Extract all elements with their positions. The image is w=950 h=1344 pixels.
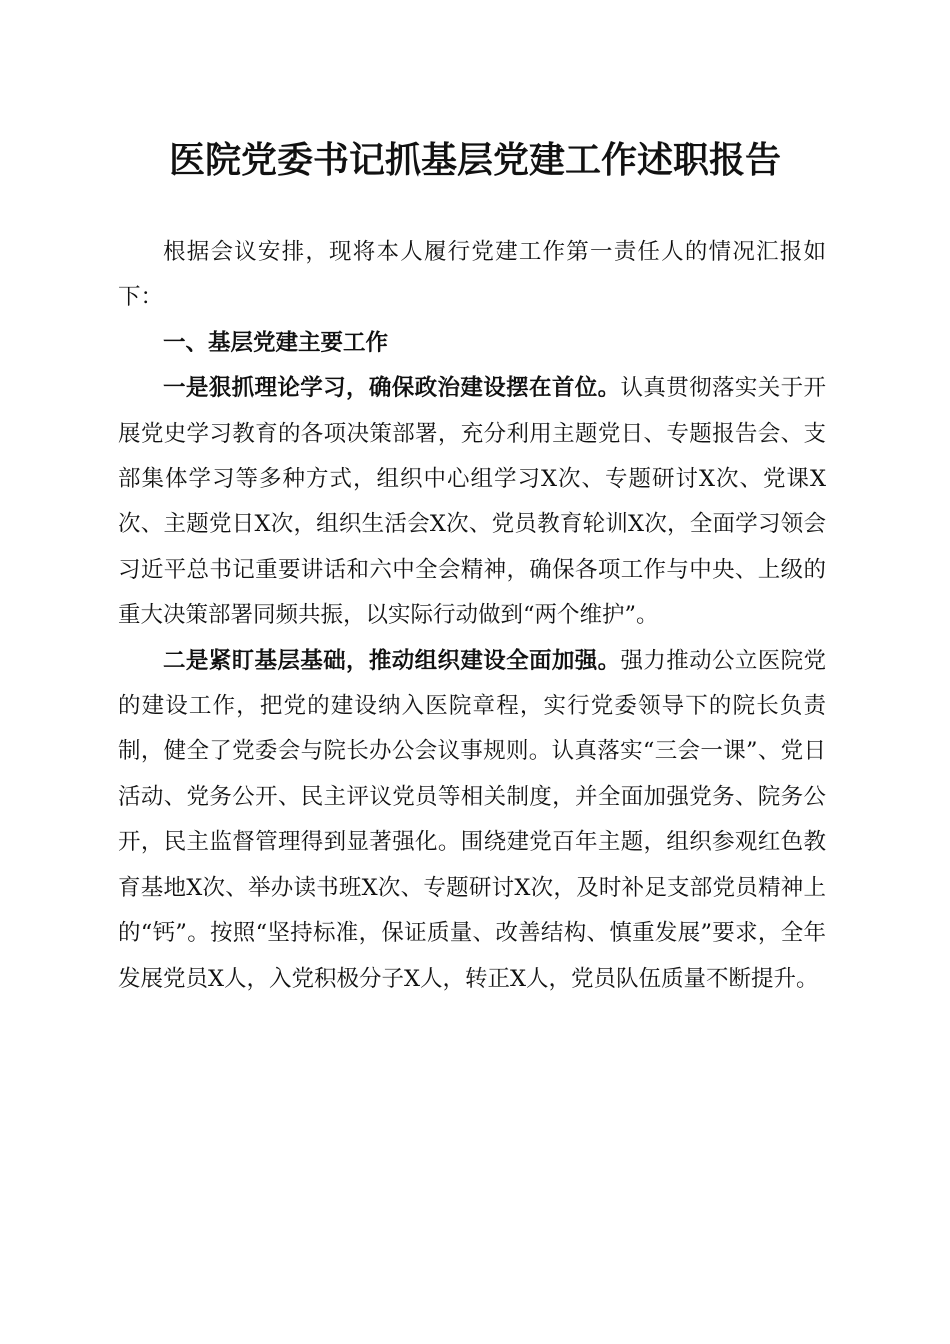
document-title: 医院党委书记抓基层党建工作述职报告 [168, 139, 781, 181]
paragraph-text: 认真贯彻落实关于开展党史学习教育的各项决策部署，充分利用主题党日、专题报告会、支部集体学习等多种方式，组织中心组学习X次、专题研讨X次、党课X次、主题党日X次，组织生活会X次、党员教育轮训X次，全面学习领会习近平总书记重要讲话和六中全会精神，确保各项工作与中央、上级的重大决策部署同频共振，以实际行动做到“两个维护”。 [118, 375, 826, 629]
body-paragraph [118, 366, 826, 638]
intro-paragraph: 根据会议安排，现将本人履行党建工作第一责任人的情况汇报如下： [118, 239, 826, 311]
section-heading: 一、基层党建主要工作 [163, 329, 389, 356]
paragraph-lead: 二是紧盯基层基础，推动组织建设全面加强。 [163, 647, 621, 674]
document-body [118, 230, 826, 1002]
body-paragraph [118, 639, 826, 1002]
paragraph-lead: 一是狠抓理论学习，确保政治建设摆在首位。 [163, 375, 621, 402]
paragraph-text: 强力推动公立医院党的建设工作，把党的建设纳入医院章程，实行党委领导下的院长负责制，健全了党委会与院长办公会议事规则。认真落实“三会一课”、党日活动、党务公开、民主评议党员等相关制度，并全面加强党务、院务公开，民主监督管理得到显著强化。围绕建党百年主题，组织参观红色教育基地X次、举办读书班X次、专题研讨X次，及时补足支部党员精神上的“钙”。按照“坚持标准，保证质量、改善结构、慎重发展”要求，全年发展党员X人，入党积极分子X人，转正X人，党员队伍质量不断提升。 [118, 647, 826, 992]
